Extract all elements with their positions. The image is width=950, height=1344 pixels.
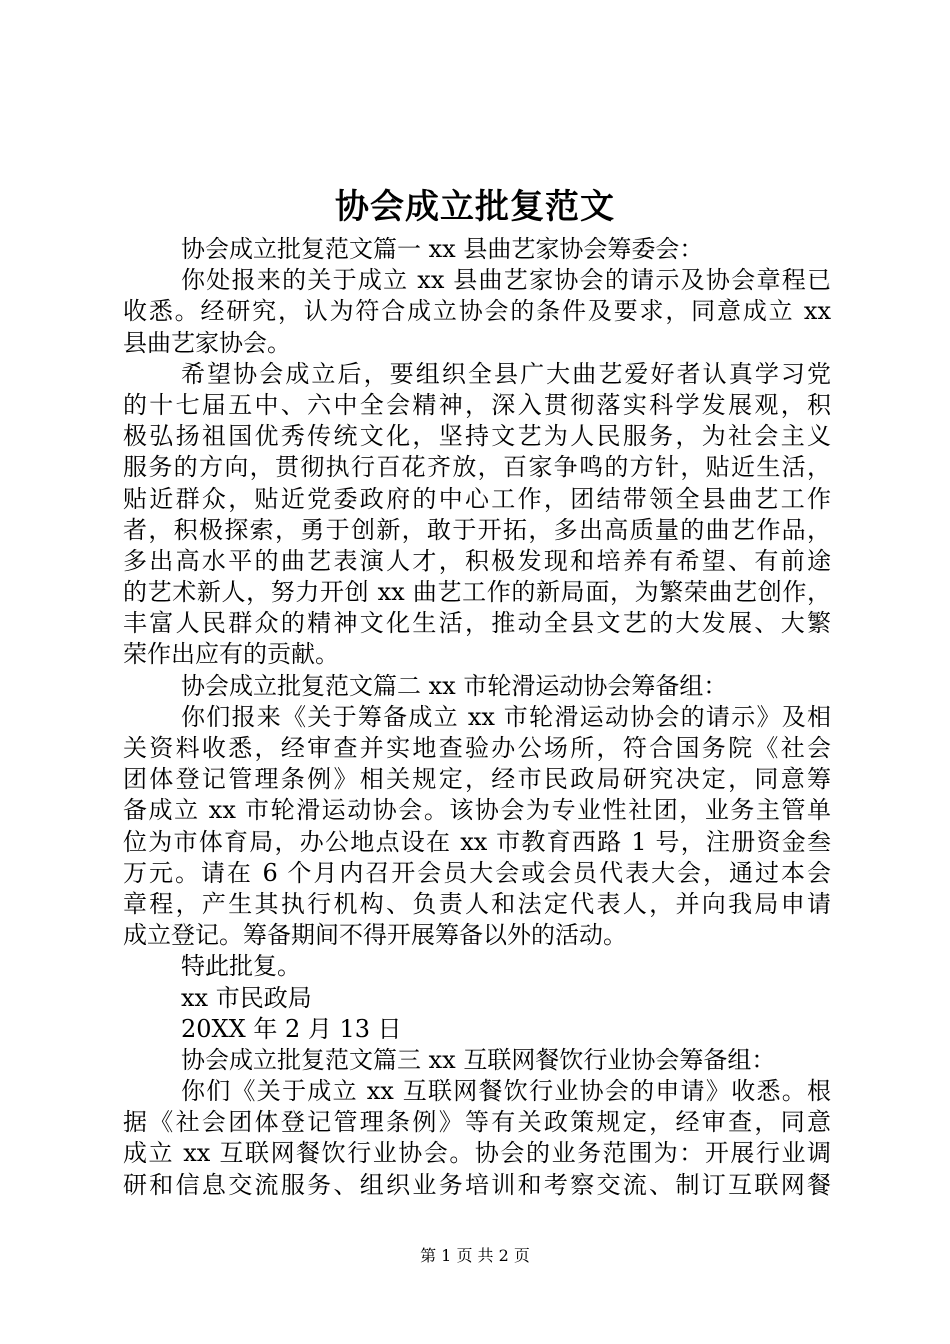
text-line: 协会成立批复范文篇二 xx 市轮滑运动协会筹备组： — [181, 671, 728, 700]
page-title: 协会成立批复范文 — [335, 187, 615, 227]
text-line: 20XX 年 2 月 13 日 — [181, 1014, 402, 1043]
text-line: 你处报来的关于成立 xx 县曲艺家协会的请示及协会章程已 — [181, 266, 831, 295]
text-line: 贴近群众，贴近党委政府的中心工作，团结带领全县曲艺工作 — [123, 484, 831, 513]
text-line: 备成立 xx 市轮滑运动协会。该协会为专业性社团，业务主管单 — [123, 796, 831, 825]
text-line: 极弘扬祖国优秀传统文化，坚持文艺为人民服务，为社会主义 — [123, 422, 831, 451]
text-line: 位为市体育局，办公地点设在 xx 市教育西路 1 号，注册资金叁 — [123, 827, 831, 856]
text-line: 服务的方向，贯彻执行百花齐放，百家争鸣的方针，贴近生活， — [123, 453, 831, 482]
text-line: xx 市民政局 — [181, 983, 312, 1012]
text-line: 的艺术新人，努力开创 xx 曲艺工作的新局面，为繁荣曲艺创作， — [123, 578, 831, 607]
text-line: 协会成立批复范文篇一 xx 县曲艺家协会筹委会： — [181, 235, 704, 263]
text-line: 万元。请在 6 个月内召开会员大会或会员代表大会，通过本会 — [123, 858, 831, 887]
text-line: 特此批复。 — [181, 952, 301, 981]
text-line: 章程，产生其执行机构、负责人和法定代表人，并向我局申请 — [123, 889, 831, 918]
text-line: 县曲艺家协会。 — [123, 328, 291, 357]
text-line: 你们报来《关于筹备成立 xx 市轮滑运动协会的请示》及相 — [181, 702, 831, 731]
text-line: 希望协会成立后，要组织全县广大曲艺爱好者认真学习党 — [181, 359, 831, 388]
text-line: 成立登记。筹备期间不得开展筹备以外的活动。 — [123, 921, 627, 950]
text-line: 多出高水平的曲艺表演人才，积极发现和培养有希望、有前途 — [123, 546, 831, 575]
text-line: 协会成立批复范文篇三 xx 互联网餐饮行业协会筹备组： — [181, 1045, 776, 1074]
text-line: 荣作出应有的贡献。 — [123, 640, 339, 669]
text-line: 者，积极探索，勇于创新，敢于开拓，多出高质量的曲艺作品， — [123, 515, 831, 544]
text-line: 团体登记管理条例》相关规定，经市民政局研究决定，同意筹 — [123, 765, 831, 794]
text-line: 丰富人民群众的精神文化生活，推动全县文艺的大发展、大繁 — [123, 609, 831, 638]
text-line: 研和信息交流服务、组织业务培训和考察交流、制订互联网餐 — [123, 1170, 831, 1199]
page-footer: 第 1 页 共 2 页 — [420, 1246, 530, 1265]
text-line: 收悉。经研究，认为符合成立协会的条件及要求，同意成立 xx — [123, 297, 831, 326]
text-line: 关资料收悉，经审查并实地查验办公场所，符合国务院《社会 — [123, 734, 831, 762]
text-line: 的十七届五中、六中全会精神，深入贯彻落实科学发展观，积 — [123, 390, 831, 419]
text-line: 你们《关于成立 xx 互联网餐饮行业协会的申请》收悉。根 — [181, 1077, 831, 1106]
text-line: 据《社会团体登记管理条例》等有关政策规定，经审查，同意 — [123, 1108, 831, 1137]
document-body — [123, 234, 831, 1201]
text-line: 成立 xx 互联网餐饮行业协会。协会的业务范围为：开展行业调 — [123, 1139, 831, 1168]
